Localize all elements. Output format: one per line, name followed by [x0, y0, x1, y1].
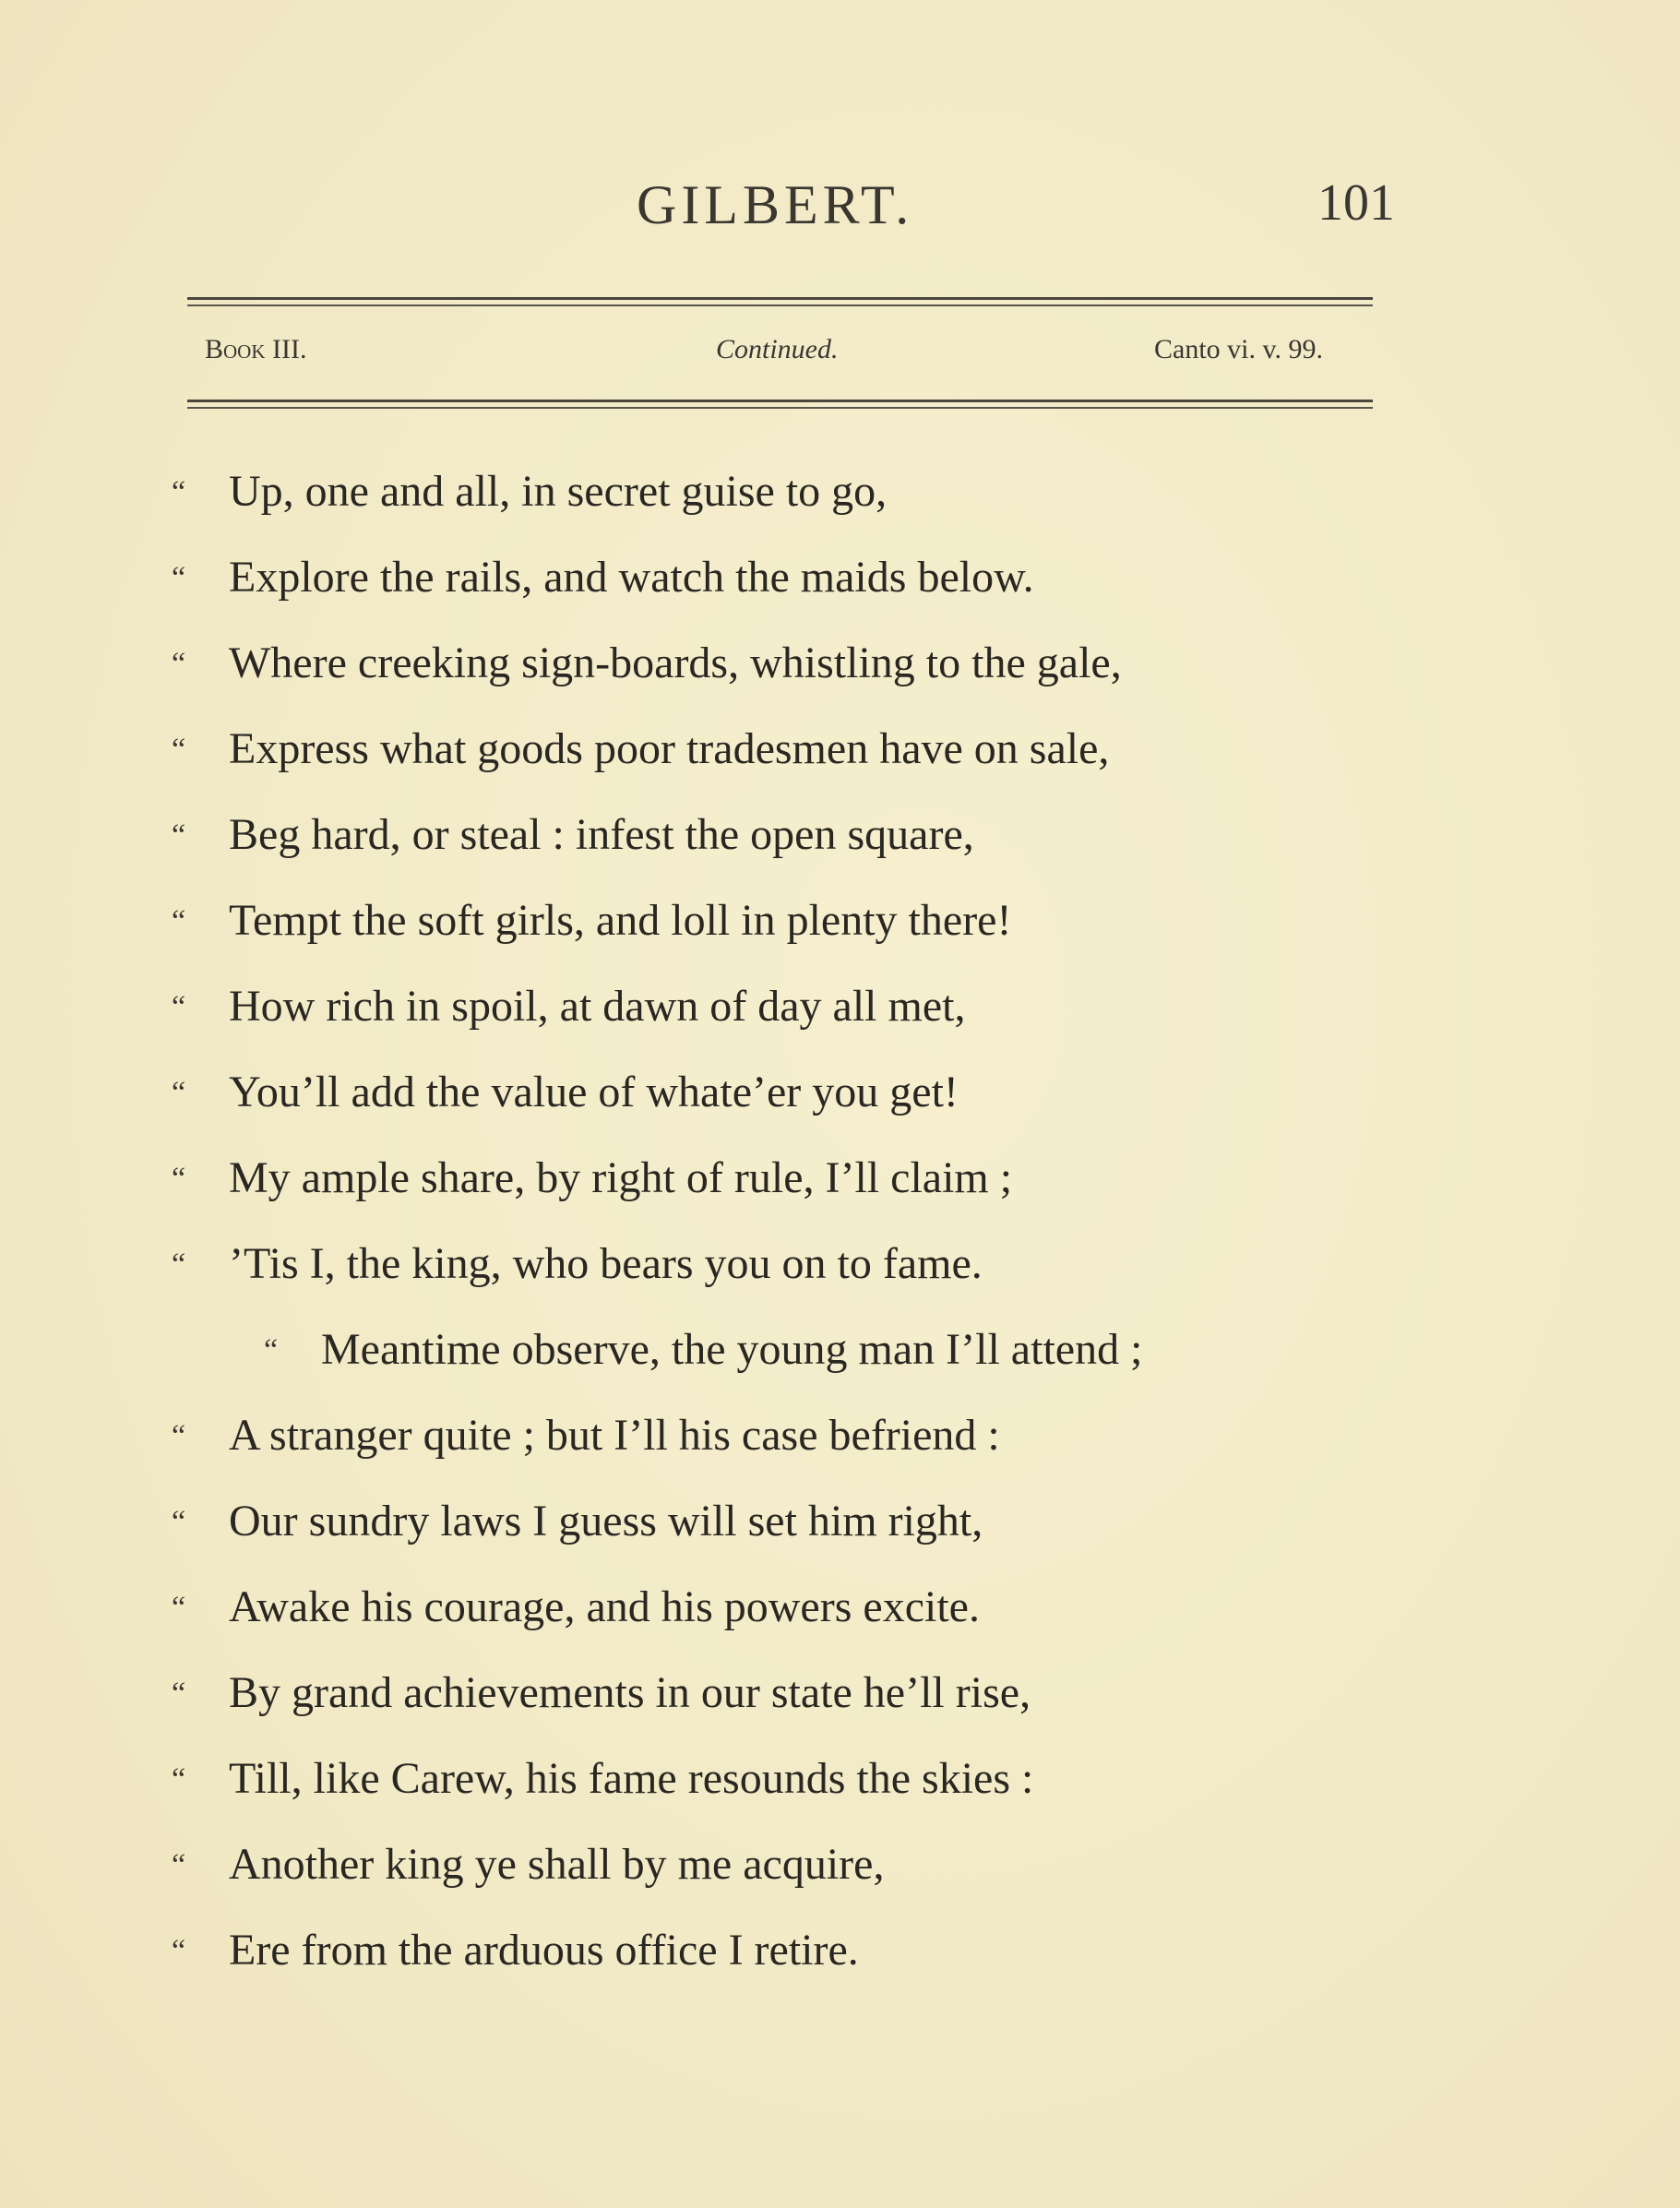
- quote-mark: “: [172, 818, 186, 853]
- verse-line-text: Explore the rails, and watch the maids below.: [229, 553, 1034, 602]
- quote-mark: “: [172, 990, 186, 1024]
- quote-mark: “: [172, 1076, 186, 1110]
- verse-line-text: Ere from the arduous office I retire.: [229, 1926, 859, 1975]
- verse-line-text: Another king ye shall by me acquire,: [229, 1840, 885, 1889]
- continued-label: Continued.: [716, 334, 839, 364]
- quote-mark: “: [172, 1677, 186, 1711]
- quote-mark: “: [172, 1848, 186, 1882]
- verse-line-text: By grand achievements in our state he’ll rise,: [229, 1668, 1031, 1717]
- verse-line-text: ’Tis I, the king, who bears you on to fame.: [229, 1239, 983, 1288]
- quote-mark: “: [172, 647, 186, 681]
- verse-line-text: You’ll add the value of whate’er you get!: [229, 1068, 959, 1116]
- quote-mark: “: [172, 561, 186, 595]
- page-number: 101: [1317, 174, 1395, 232]
- verse-line-text: Awake his courage, and his powers excite.: [229, 1582, 980, 1631]
- verse-line-text: Where creeking sign-boards, whistling to the gale,: [229, 639, 1122, 687]
- quote-mark: “: [172, 1505, 186, 1539]
- running-head: [0, 173, 1680, 238]
- quote-mark: “: [172, 733, 186, 767]
- bottom-rule-upper: [187, 400, 1373, 402]
- verse-line-text: Tempt the soft girls, and loll in plenty there!: [229, 896, 1012, 945]
- quote-mark: “: [172, 1591, 186, 1625]
- verse-line-text: Meantime observe, the young man I’ll attend ;: [321, 1325, 1143, 1374]
- top-rule-upper: [187, 297, 1373, 300]
- verse-line-text: Beg hard, or steal : infest the open square,: [229, 810, 974, 859]
- verse-line-text: A stranger quite ; but I’ll his case befriend :: [229, 1411, 1000, 1460]
- verse-line-text: Till, like Carew, his fame resounds the skies :: [229, 1754, 1034, 1803]
- top-rule-lower: [187, 304, 1373, 306]
- section-subheader: [0, 334, 1680, 371]
- quote-mark: “: [172, 1247, 186, 1282]
- quote-mark: “: [264, 1333, 279, 1367]
- page-title: GILBERT.: [637, 174, 914, 235]
- verse-line-text: Express what goods poor tradesmen have on sale,: [229, 724, 1110, 773]
- book-label: Book III.: [205, 334, 307, 364]
- quote-mark: “: [172, 1419, 186, 1453]
- verse-line-text: My ample share, by right of rule, I’ll claim ;: [229, 1153, 1013, 1202]
- quote-mark: “: [172, 1162, 186, 1196]
- quote-mark: “: [172, 1762, 186, 1796]
- quote-mark: “: [172, 1934, 186, 1968]
- bottom-rule-lower: [187, 407, 1373, 409]
- verse-line-text: Up, one and all, in secret guise to go,: [229, 467, 888, 516]
- quote-mark: “: [172, 904, 186, 938]
- verse-line-text: Our sundry laws I guess will set him right,: [229, 1497, 983, 1546]
- verse-line-text: How rich in spoil, at dawn of day all met,: [229, 982, 966, 1031]
- quote-mark: “: [172, 475, 186, 509]
- canto-label: Canto vi. v. 99.: [1154, 334, 1324, 364]
